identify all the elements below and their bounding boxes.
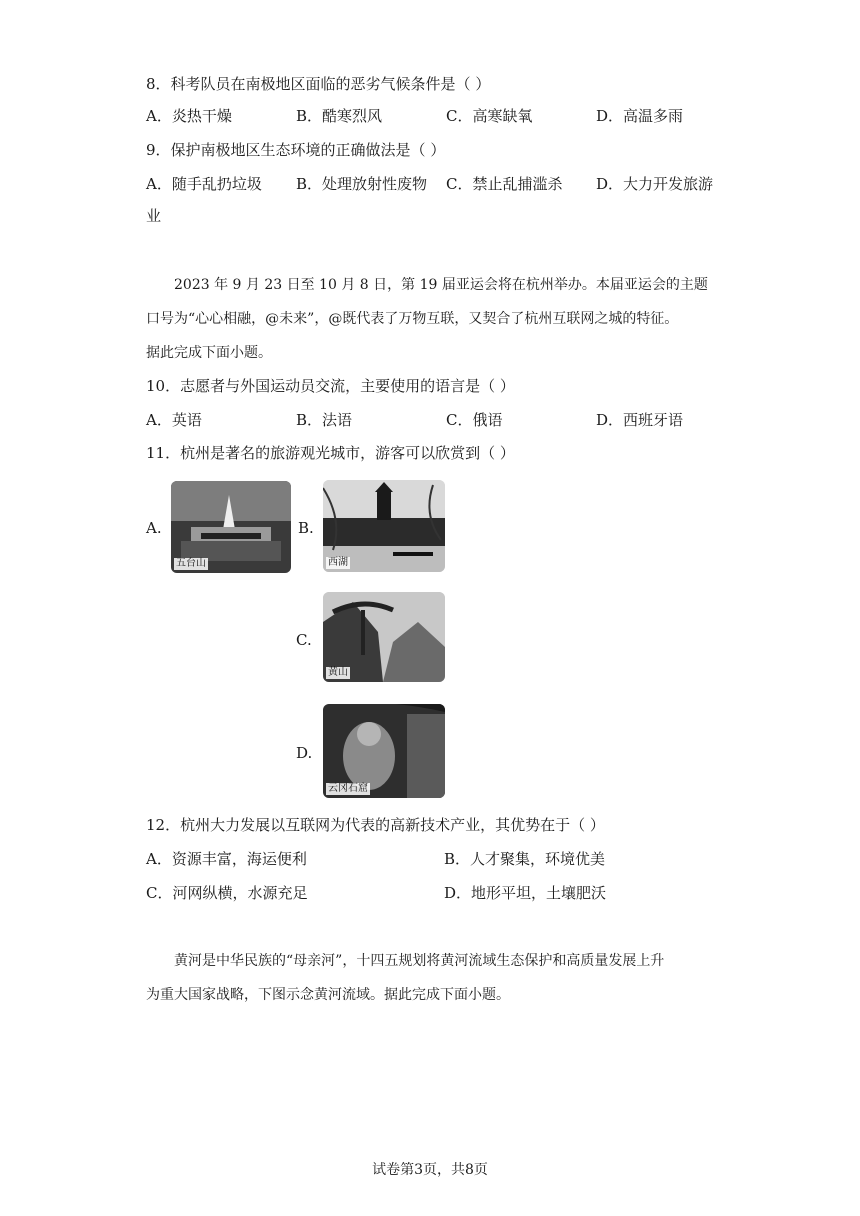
- q10-option-b: B．法语: [296, 411, 353, 429]
- q9-option-d-wrap: 业: [146, 207, 162, 225]
- passage-line: 口号为“心心相融，@未来”，@既代表了万物互联，又契合了杭州互联网之城的特征。: [146, 311, 679, 327]
- passage-yellow-river: [146, 944, 726, 1012]
- q11-option-b-letter: B.: [298, 519, 314, 537]
- passage-line: 2023 年 9 月 23 日至 10 月 8 日，第 19 届亚运会将在杭州举办。本届亚运会的主题: [174, 277, 708, 293]
- passage-asian-games: [146, 268, 726, 370]
- q11-stem: 11．杭州是著名的旅游观光城市，游客可以欣赏到（ ）: [146, 444, 515, 462]
- q12-option-d: D．地形平坦，土壤肥沃: [444, 884, 607, 902]
- q8-option-c: C．高寒缺氧: [446, 107, 533, 125]
- q11-option-a-letter: A.: [146, 519, 162, 537]
- q8-option-d: D．高温多雨: [596, 107, 684, 125]
- q12-option-b: B．人才聚集，环境优美: [444, 850, 606, 868]
- passage-line: 黄河是中华民族的“母亲河”，十四五规划将黄河流域生态保护和高质量发展上升: [174, 953, 665, 969]
- q12-option-a: A．资源丰富，海运便利: [146, 850, 307, 868]
- q10-option-c: C．俄语: [446, 411, 503, 429]
- photo-caption: 五台山: [176, 558, 206, 569]
- q11-option-c-letter: C.: [296, 631, 312, 649]
- q10-option-d: D．西班牙语: [596, 411, 684, 429]
- passage-line: 为重大国家战略，下图示念黄河流域。据此完成下面小题。: [146, 987, 510, 1003]
- q9-option-a: A．随手乱扔垃圾: [146, 175, 262, 193]
- q8-option-b: B．酷寒烈风: [296, 107, 383, 125]
- q11-photo-yungang: [323, 704, 445, 798]
- q11-photo-west-lake: [323, 480, 445, 572]
- q9-option-c: C．禁止乱捕滥杀: [446, 175, 563, 193]
- q8-option-a: A．炎热干燥: [146, 107, 232, 125]
- q8-stem: 8．科考队员在南极地区面临的恶劣气候条件是（ ）: [146, 75, 491, 93]
- q10-option-a: A．英语: [146, 411, 202, 429]
- q9-option-d: D．大力开发旅游: [596, 175, 714, 193]
- photo-caption: 云冈石窟: [328, 783, 368, 794]
- q9-stem: 9．保护南极地区生态环境的正确做法是（ ）: [146, 141, 446, 159]
- photo-caption: 黄山: [328, 667, 348, 678]
- q11-photo-wutaishan: [171, 481, 291, 573]
- passage-line: 据此完成下面小题。: [146, 345, 272, 361]
- q11-photo-huangshan: [323, 592, 445, 682]
- photo-caption: 西湖: [328, 557, 348, 568]
- q11-option-d-letter: D.: [296, 744, 313, 762]
- q12-option-c: C．河网纵横，水源充足: [146, 884, 308, 902]
- q9-option-b: B．处理放射性废物: [296, 175, 428, 193]
- page-footer: 试卷第3页，共8页: [372, 1162, 488, 1178]
- q10-stem: 10．志愿者与外国运动员交流，主要使用的语言是（ ）: [146, 377, 515, 395]
- q12-stem: 12．杭州大力发展以互联网为代表的高新技术产业，其优势在于（ ）: [146, 816, 605, 834]
